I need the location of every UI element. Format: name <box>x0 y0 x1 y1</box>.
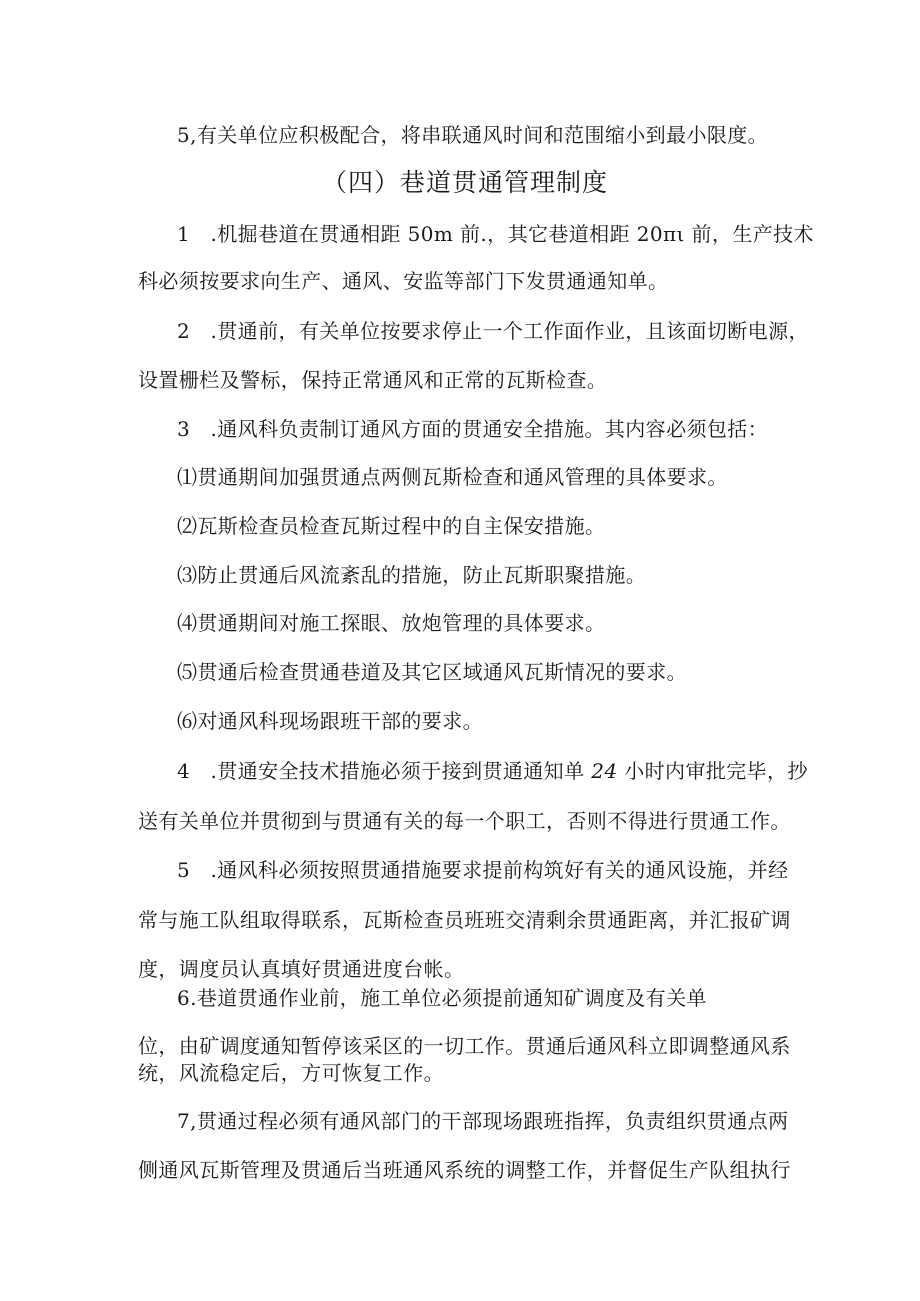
item-4-line-2: 送有关单位并贯彻到与贯通有关的每一个职工，否则不得进行贯通工作。 <box>138 809 791 833</box>
sub-item-3: ⑶防止贯通后风流紊乱的措施，防止瓦斯职聚措施。 <box>177 563 647 587</box>
item-2-line-2: 设置栅栏及警标，保持正常通风和正常的瓦斯检查。 <box>138 368 608 392</box>
item-5-line-1: 5 .通风科必须按照贯通措施要求提前构筑好有关的通风设施，并经 <box>177 858 789 882</box>
item-3-line-1: 3 .通风科负责制订通风方面的贯通安全措施。其内容必须包括： <box>177 417 769 441</box>
item-4-text-a: 4 .贯通安全技术措施必须于接到贯通通知单 <box>177 759 592 783</box>
paragraph-5-intro: 5,有关单位应积极配合，将串联通风时间和范围缩小到最小限度。 <box>177 123 769 147</box>
item-6-line-2: 位，由矿调度通知暂停该采区的一切工作。贯通后通风科立即调整通风系 <box>138 1034 791 1058</box>
item-5-line-2: 常与施工队组取得联系，瓦斯检查员班班交清剩余贯通距离，并汇报矿调 <box>138 908 791 932</box>
sub-item-6: ⑹对通风科现场跟班干部的要求。 <box>177 709 483 733</box>
item-6-line-1: 6.巷道贯通作业前，施工单位必须提前通知矿调度及有关单 <box>177 986 707 1010</box>
sub-item-4: ⑷贯通期间对施工探眼、放炮管理的具体要求。 <box>177 611 606 635</box>
item-4-hours: 24 <box>591 759 618 783</box>
item-7-line-1: 7,贯通过程必须有通风部门的干部现场跟班指挥，负责组织贯通点两 <box>177 1109 789 1133</box>
section-title: （四）巷道贯通管理制度 <box>322 168 609 197</box>
sub-item-2: ⑵瓦斯检查员检查瓦斯过程中的自主保安措施。 <box>177 514 606 538</box>
item-1-line-1: 1 .机掘巷道在贯通相距 50m 前.，其它巷道相距 20πι 前，生产技术 <box>177 222 814 246</box>
sub-item-5: ⑸贯通后检查贯通巷道及其它区域通风瓦斯情况的要求。 <box>177 660 687 684</box>
item-1-line-2: 科必须按要求向生产、通风、安监等部门下发贯通通知单。 <box>138 269 669 293</box>
item-5-line-3: 度，调度员认真填好贯通进度台帐。 <box>138 957 465 981</box>
sub-item-1: ⑴贯通期间加强贯通点两侧瓦斯检查和通风管理的具体要求。 <box>177 465 728 489</box>
item-6-line-3: 统，风流稳定后，方可恢复工作。 <box>138 1061 444 1085</box>
item-2-line-1: 2 .贯通前，有关单位按要求停止一个工作面作业，且该面切断电源， <box>177 319 809 343</box>
item-4-line-1 <box>177 758 808 784</box>
item-4-text-c: 小时内审批完毕，抄 <box>617 759 808 783</box>
item-7-line-2: 侧通风瓦斯管理及贯通后当班通风系统的调整工作，并督促生产队组执行 <box>138 1158 791 1182</box>
